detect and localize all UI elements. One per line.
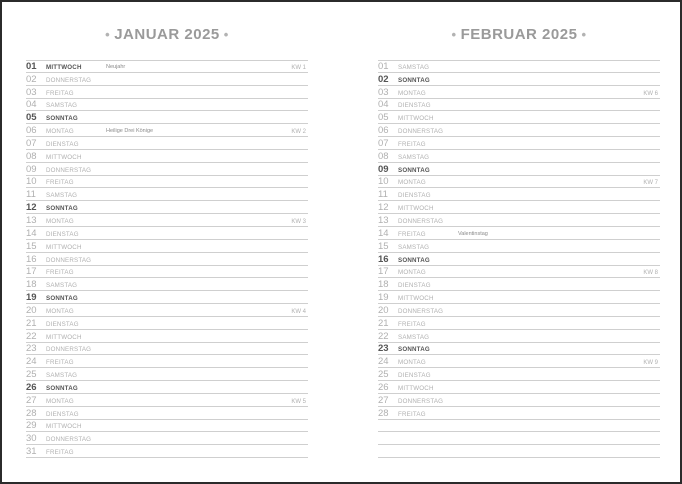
weekday-label: DONNERSTAG bbox=[46, 436, 92, 444]
holiday-note: Neujahr bbox=[106, 63, 126, 70]
day-row bbox=[26, 343, 308, 356]
day-row bbox=[378, 266, 660, 279]
weekday-label: FREITAG bbox=[46, 359, 74, 367]
day-number: 03 bbox=[26, 86, 37, 98]
weekday-label: SAMSTAG bbox=[398, 63, 430, 71]
weekday-label: DONNERSTAG bbox=[46, 76, 92, 84]
weekday-label: MITTWOCH bbox=[398, 115, 434, 123]
day-row bbox=[378, 304, 660, 317]
weekday-label: SAMSTAG bbox=[46, 192, 78, 200]
weekday-label: MONTAG bbox=[398, 269, 426, 277]
weekday-label: FREITAG bbox=[398, 140, 426, 148]
weekday-label: MONTAG bbox=[46, 307, 74, 315]
title-dot-right: • bbox=[223, 27, 229, 42]
day-number: 25 bbox=[26, 369, 37, 381]
month-title-text: FEBRUAR 2025 bbox=[460, 26, 578, 43]
weekday-label: FREITAG bbox=[398, 230, 426, 238]
day-row bbox=[378, 368, 660, 381]
weekday-label: SAMSTAG bbox=[46, 102, 78, 110]
day-number: 23 bbox=[378, 343, 389, 355]
day-number: 03 bbox=[378, 86, 389, 98]
day-row bbox=[26, 420, 308, 433]
day-row bbox=[378, 227, 660, 240]
day-number: 09 bbox=[378, 163, 389, 175]
day-row bbox=[378, 188, 660, 201]
day-row bbox=[26, 150, 308, 163]
weekday-label: DIENSTAG bbox=[398, 282, 431, 290]
day-number: 21 bbox=[26, 317, 37, 329]
weekday-label: MONTAG bbox=[46, 397, 74, 405]
month-title bbox=[26, 26, 308, 43]
day-number: 30 bbox=[26, 433, 37, 445]
day-row bbox=[378, 214, 660, 227]
day-number: 28 bbox=[378, 407, 389, 419]
weekday-label: DONNERSTAG bbox=[46, 256, 92, 264]
day-number: 27 bbox=[26, 394, 37, 406]
weekday-label: SAMSTAG bbox=[398, 333, 430, 341]
day-number: 12 bbox=[26, 202, 37, 214]
weekday-label: DONNERSTAG bbox=[46, 346, 92, 354]
day-number: 22 bbox=[26, 330, 37, 342]
weekday-label: SONNTAG bbox=[398, 166, 430, 174]
day-number: 19 bbox=[26, 292, 37, 304]
month-title-text: JANUAR 2025 bbox=[114, 26, 220, 43]
day-number: 20 bbox=[378, 304, 389, 316]
day-number: 11 bbox=[26, 189, 36, 201]
day-number: 01 bbox=[26, 60, 37, 72]
weekday-label: DONNERSTAG bbox=[398, 397, 444, 405]
day-row bbox=[26, 266, 308, 279]
day-row bbox=[378, 355, 660, 368]
weekday-label: SAMSTAG bbox=[398, 243, 430, 251]
day-row bbox=[26, 317, 308, 330]
day-row bbox=[378, 73, 660, 86]
weekday-label: DIENSTAG bbox=[46, 410, 79, 418]
weekday-label: DIENSTAG bbox=[46, 140, 79, 148]
weekday-label: FREITAG bbox=[46, 89, 74, 97]
weekday-label: SONNTAG bbox=[398, 346, 430, 354]
day-row bbox=[378, 394, 660, 407]
weekday-label: SONNTAG bbox=[46, 115, 78, 123]
weekday-label: DIENSTAG bbox=[46, 230, 79, 238]
title-dot-left: • bbox=[451, 27, 457, 42]
day-number: 15 bbox=[378, 240, 389, 252]
day-number: 10 bbox=[26, 176, 37, 188]
day-row bbox=[378, 240, 660, 253]
day-number: 02 bbox=[378, 73, 389, 85]
day-row bbox=[26, 176, 308, 189]
weekday-label: MONTAG bbox=[398, 179, 426, 187]
day-row bbox=[378, 163, 660, 176]
day-row bbox=[378, 111, 660, 124]
weekday-label: FREITAG bbox=[398, 410, 426, 418]
day-number: 13 bbox=[26, 214, 37, 226]
day-number: 11 bbox=[378, 189, 388, 201]
weekday-label: SONNTAG bbox=[398, 76, 430, 84]
day-number: 04 bbox=[26, 99, 37, 111]
day-number: 13 bbox=[378, 214, 389, 226]
day-number: 16 bbox=[26, 253, 37, 265]
day-number: 06 bbox=[26, 125, 37, 137]
day-number: 04 bbox=[378, 99, 389, 111]
day-row bbox=[378, 445, 660, 458]
day-row bbox=[378, 343, 660, 356]
holiday-note: Heilige Drei Könige bbox=[106, 128, 154, 135]
day-number: 27 bbox=[378, 394, 389, 406]
day-number: 19 bbox=[378, 292, 389, 304]
day-row bbox=[378, 420, 660, 433]
day-row bbox=[378, 150, 660, 163]
weekday-label: SONNTAG bbox=[398, 256, 430, 264]
day-number: 20 bbox=[26, 304, 37, 316]
day-number: 15 bbox=[26, 240, 37, 252]
day-row bbox=[26, 73, 308, 86]
day-number: 16 bbox=[378, 253, 389, 265]
weekday-label: DONNERSTAG bbox=[46, 166, 92, 174]
day-row bbox=[26, 214, 308, 227]
day-number: 25 bbox=[378, 369, 389, 381]
day-row bbox=[378, 278, 660, 291]
weekday-label: SONNTAG bbox=[46, 384, 78, 392]
day-number: 31 bbox=[26, 446, 37, 458]
day-number: 08 bbox=[378, 150, 389, 162]
day-row bbox=[26, 227, 308, 240]
day-number: 09 bbox=[26, 163, 37, 175]
day-row bbox=[378, 291, 660, 304]
day-row bbox=[26, 86, 308, 99]
week-number: KW 5 bbox=[291, 398, 306, 405]
day-list bbox=[378, 60, 660, 458]
day-number: 01 bbox=[378, 60, 389, 72]
day-number: 02 bbox=[26, 73, 37, 85]
day-number: 18 bbox=[26, 279, 37, 291]
weekday-label: DIENSTAG bbox=[46, 320, 79, 328]
weekday-label: DONNERSTAG bbox=[398, 217, 444, 225]
day-row bbox=[26, 60, 308, 73]
day-number: 07 bbox=[26, 137, 37, 149]
weekday-label: FREITAG bbox=[46, 179, 74, 187]
day-row bbox=[378, 60, 660, 73]
day-row bbox=[26, 240, 308, 253]
day-row bbox=[26, 137, 308, 150]
day-number: 08 bbox=[26, 150, 37, 162]
weekday-label: SONNTAG bbox=[46, 205, 78, 213]
day-number: 23 bbox=[26, 343, 37, 355]
day-row bbox=[378, 432, 660, 445]
weekday-label: MONTAG bbox=[46, 217, 74, 225]
day-row bbox=[26, 368, 308, 381]
day-number: 29 bbox=[26, 420, 37, 432]
day-number: 05 bbox=[378, 112, 389, 124]
week-number: KW 4 bbox=[291, 308, 306, 315]
weekday-label: MITTWOCH bbox=[46, 63, 82, 71]
weekday-label: MITTWOCH bbox=[398, 295, 434, 303]
day-row bbox=[26, 381, 308, 394]
weekday-label: MITTWOCH bbox=[46, 333, 82, 341]
week-number: KW 7 bbox=[643, 180, 658, 187]
weekday-label: SAMSTAG bbox=[46, 282, 78, 290]
day-row bbox=[26, 99, 308, 112]
weekday-label: FREITAG bbox=[398, 320, 426, 328]
weekday-label: SONNTAG bbox=[46, 295, 78, 303]
day-number: 14 bbox=[378, 227, 389, 239]
weekday-label: DONNERSTAG bbox=[398, 307, 444, 315]
week-number: KW 2 bbox=[291, 129, 306, 136]
day-row bbox=[378, 99, 660, 112]
day-row bbox=[378, 137, 660, 150]
month-title bbox=[378, 26, 660, 43]
day-row bbox=[378, 330, 660, 343]
day-row bbox=[26, 355, 308, 368]
day-row bbox=[26, 124, 308, 137]
day-row bbox=[378, 176, 660, 189]
day-row bbox=[26, 188, 308, 201]
day-row bbox=[26, 445, 308, 458]
day-number: 24 bbox=[26, 356, 37, 368]
day-row bbox=[26, 432, 308, 445]
day-row bbox=[26, 407, 308, 420]
weekday-label: SAMSTAG bbox=[398, 153, 430, 161]
day-number: 17 bbox=[26, 266, 37, 278]
day-row bbox=[26, 291, 308, 304]
week-number: KW 6 bbox=[643, 90, 658, 97]
day-row bbox=[378, 86, 660, 99]
holiday-note: Valentinstag bbox=[458, 230, 488, 237]
week-number: KW 3 bbox=[291, 218, 306, 225]
day-number: 18 bbox=[378, 279, 389, 291]
day-number: 26 bbox=[26, 381, 37, 393]
week-number: KW 8 bbox=[643, 270, 658, 277]
day-row bbox=[378, 201, 660, 214]
week-number: KW 1 bbox=[291, 64, 306, 71]
day-number: 24 bbox=[378, 356, 389, 368]
weekday-label: MITTWOCH bbox=[46, 153, 82, 161]
day-number: 26 bbox=[378, 381, 389, 393]
weekday-label: DIENSTAG bbox=[398, 192, 431, 200]
day-row bbox=[26, 163, 308, 176]
week-number: KW 9 bbox=[643, 360, 658, 367]
weekday-label: FREITAG bbox=[46, 269, 74, 277]
day-number: 17 bbox=[378, 266, 389, 278]
title-dot-right: • bbox=[581, 27, 587, 42]
day-row bbox=[378, 317, 660, 330]
weekday-label: MONTAG bbox=[46, 128, 74, 136]
day-row bbox=[26, 278, 308, 291]
weekday-label: MITTWOCH bbox=[46, 243, 82, 251]
day-row bbox=[26, 304, 308, 317]
day-number: 22 bbox=[378, 330, 389, 342]
day-list bbox=[26, 60, 308, 458]
weekday-label: MONTAG bbox=[398, 89, 426, 97]
day-number: 06 bbox=[378, 125, 389, 137]
day-row bbox=[378, 124, 660, 137]
day-row bbox=[378, 407, 660, 420]
weekday-label: DONNERSTAG bbox=[398, 128, 444, 136]
day-number: 28 bbox=[26, 407, 37, 419]
day-row bbox=[378, 381, 660, 394]
day-number: 10 bbox=[378, 176, 389, 188]
title-dot-left: • bbox=[105, 27, 111, 42]
weekday-label: FREITAG bbox=[46, 449, 74, 457]
day-number: 07 bbox=[378, 137, 389, 149]
day-number: 12 bbox=[378, 202, 389, 214]
day-row bbox=[26, 394, 308, 407]
day-row bbox=[26, 253, 308, 266]
day-number: 21 bbox=[378, 317, 389, 329]
weekday-label: MITTWOCH bbox=[398, 205, 434, 213]
day-row bbox=[26, 201, 308, 214]
day-row bbox=[26, 111, 308, 124]
day-row bbox=[378, 253, 660, 266]
weekday-label: MONTAG bbox=[398, 359, 426, 367]
weekday-label: DIENSTAG bbox=[398, 102, 431, 110]
weekday-label: MITTWOCH bbox=[46, 423, 82, 431]
day-row bbox=[26, 330, 308, 343]
weekday-label: MITTWOCH bbox=[398, 384, 434, 392]
day-number: 14 bbox=[26, 227, 37, 239]
weekday-label: SAMSTAG bbox=[46, 372, 78, 380]
weekday-label: DIENSTAG bbox=[398, 372, 431, 380]
day-number: 05 bbox=[26, 112, 37, 124]
